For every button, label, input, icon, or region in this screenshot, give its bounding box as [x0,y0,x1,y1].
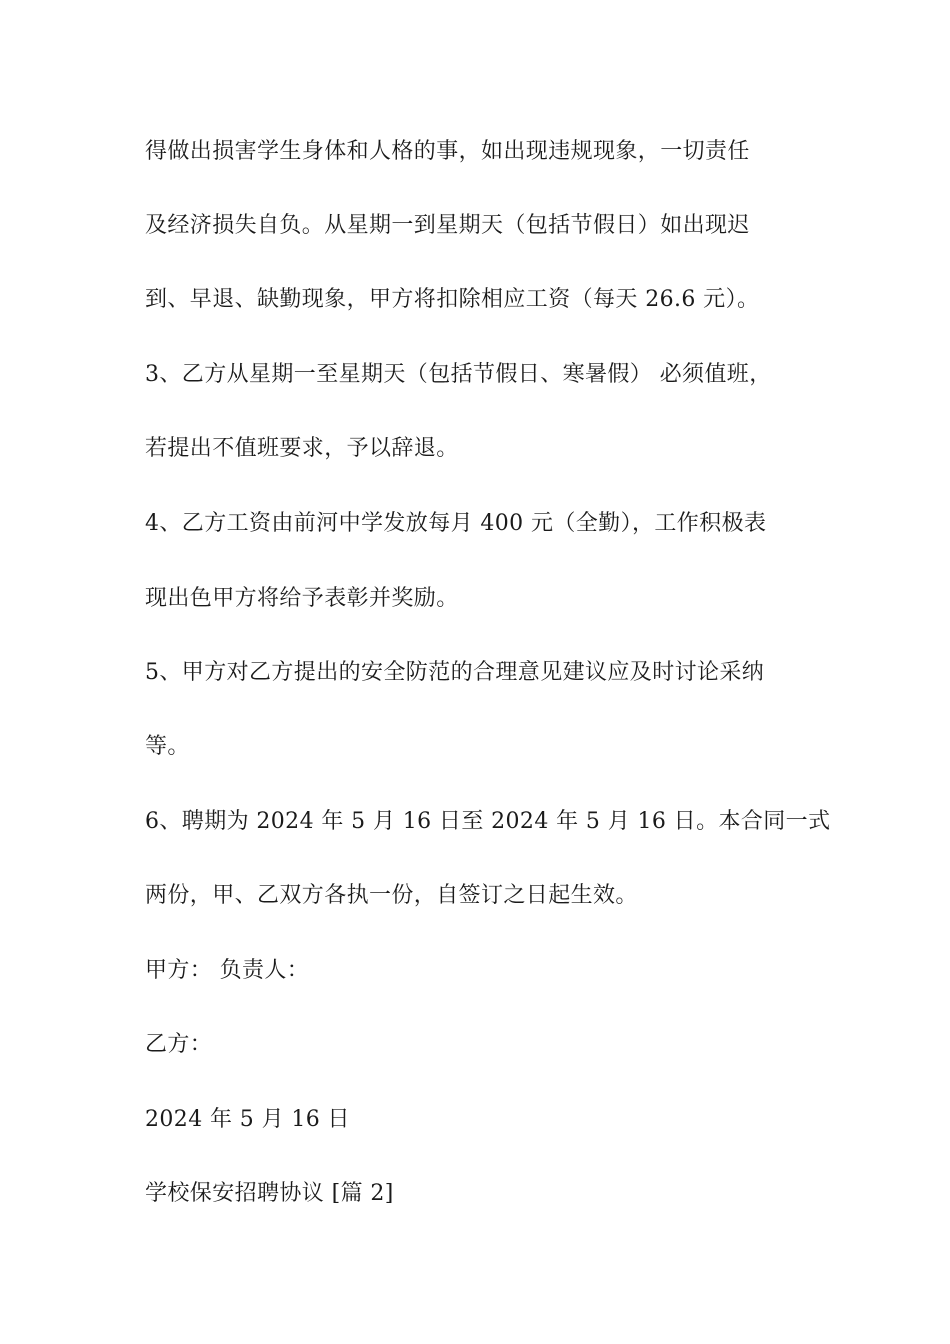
paragraph-line: 到、早退、缺勤现象，甲方将扣除相应工资（每天 26.6 元）。 [145,287,760,312]
clause-3-line: 3、乙方从星期一至星期天（包括节假日、寒暑假） 必须值班， [145,362,772,387]
signing-date: 2024 年 5 月 16 日 [145,1107,350,1132]
party-a-signature-line: 甲方： 负责人： [145,958,310,983]
clause-6-line: 6、聘期为 2024 年 5 月 16 日至 2024 年 5 月 16 日。本合同一式 [145,809,831,834]
party-b-signature-line: 乙方： [145,1032,213,1057]
paragraph-line: 若提出不值班要求，予以辞退。 [145,436,459,461]
clause-4-line: 4、乙方工资由前河中学发放每月 400 元（全勤），工作积极表 [145,511,767,536]
paragraph-line: 现出色甲方将给予表彰并奖励。 [145,586,459,611]
paragraph-line: 得做出损害学生身体和人格的事，如出现违规现象，一切责任 [145,139,750,164]
paragraph-line: 及经济损失自负。从星期一到星期天（包括节假日）如出现迟 [145,213,750,238]
section-heading: 学校保安招聘协议 [篇 2] [145,1181,394,1206]
paragraph-line: 等。 [145,734,190,759]
paragraph-line: 两份，甲、乙双方各执一份，自签订之日起生效。 [145,883,638,908]
clause-5-line: 5、甲方对乙方提出的安全防范的合理意见建议应及时讨论采纳 [145,660,765,685]
